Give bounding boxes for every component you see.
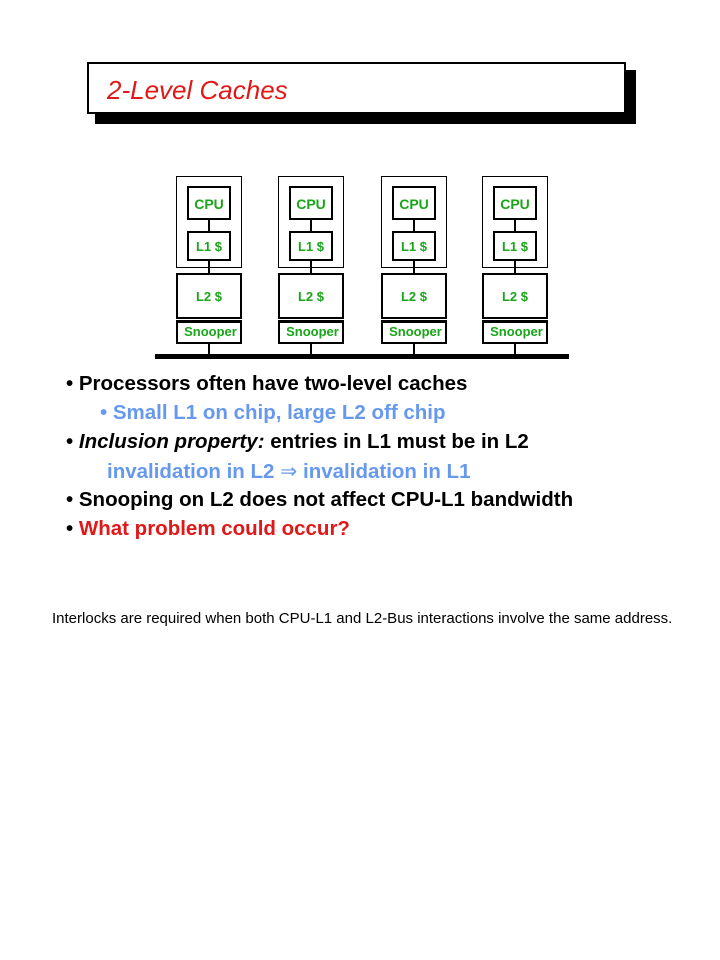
l2-label: L2 $ [297,289,324,304]
l1-label: L1 $ [297,239,324,254]
l1-l2-link [413,261,415,273]
page-title: 2-Level Caches [107,75,288,105]
shared-bus [155,354,569,359]
l1-cache-box [187,231,231,261]
l2-label: L2 $ [195,289,222,304]
l2-cache-box [482,273,548,319]
implies-arrow: ⇒ [280,460,298,483]
l2-cache-box [381,273,447,319]
cpu-label: CPU [399,196,429,212]
cpu-label: CPU [500,196,530,212]
bullet-inclusion-property: • Inclusion property: entries in L1 must be in L2 [66,430,529,453]
snooper-box [278,320,344,344]
l1-cache-box [289,231,333,261]
bullet-snooping-bandwidth: • Snooping on L2 does not affect CPU-L1 bandwidth [66,488,574,511]
l1-label: L1 $ [195,239,222,254]
cpu-box [187,186,231,220]
snooper-box [381,320,447,344]
bullet-problem-question: • What problem could occur? [66,517,350,540]
l1-cache-box [493,231,537,261]
interlocks-note: Interlocks are required when both CPU-L1 and L2-Bus interactions involve the same address. [52,610,673,627]
cpu-l1-link [310,220,312,231]
cpu-l1-link [413,220,415,231]
snooper-box [482,320,548,344]
snooper-box [176,320,242,344]
l2-label: L2 $ [400,289,427,304]
snooper-label: Snooper [389,324,442,339]
snooper-label: Snooper [286,324,339,339]
cpu-box [392,186,436,220]
cpu-l1-link [208,220,210,231]
l2-cache-box [176,273,242,319]
snooper-label: Snooper [490,324,543,339]
bullet-two-level-caches: • Processors often have two-level caches [66,372,468,395]
l1-l2-link [310,261,312,273]
l1-l2-link [208,261,210,273]
snooper-label: Snooper [184,324,237,339]
l1-label: L1 $ [400,239,427,254]
cache-diagram [0,0,720,380]
l2-label: L2 $ [501,289,528,304]
cpu-box [289,186,333,220]
l1-cache-box [392,231,436,261]
cpu-box [493,186,537,220]
bullet-invalidation: invalidation in L2 ⇒ invalidation in L1 [107,460,471,483]
cpu-l1-link [514,220,516,231]
l1-label: L1 $ [501,239,528,254]
cpu-label: CPU [296,196,326,212]
bullet-l1-l2-sizes: • Small L1 on chip, large L2 off chip [100,401,446,424]
l1-l2-link [514,261,516,273]
cpu-label: CPU [194,196,224,212]
l2-cache-box [278,273,344,319]
